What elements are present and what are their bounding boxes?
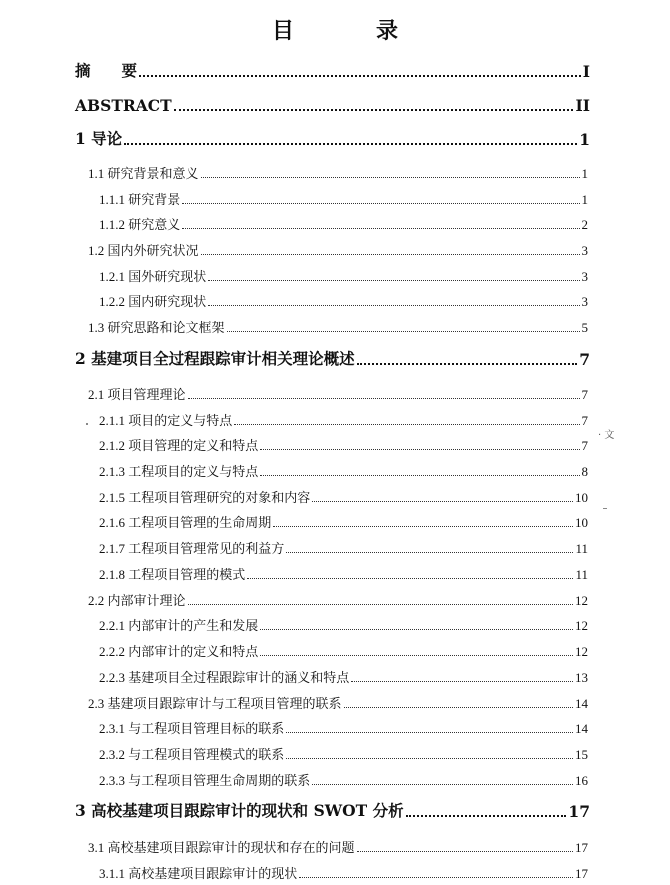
toc-entry-label: 1.2.1 国外研究现状 xyxy=(99,269,207,284)
toc-entry-label: 1 导论 xyxy=(75,129,123,148)
toc-entry-page: 10 xyxy=(575,515,588,530)
toc-entry-page: 1 xyxy=(581,192,588,207)
dot-leader xyxy=(124,143,577,145)
dot-leader xyxy=(344,707,573,708)
toc-entry-page: 13 xyxy=(575,670,588,685)
toc-entry-page: 15 xyxy=(575,747,588,762)
dot-leader xyxy=(260,449,579,450)
scan-speck xyxy=(603,508,607,509)
toc-entry[interactable] xyxy=(99,188,588,208)
dot-leader xyxy=(260,629,573,630)
toc-entry[interactable] xyxy=(99,640,588,660)
toc-entry-label: 2.1.6 工程项目管理的生命周期 xyxy=(99,515,272,530)
toc-entry-page: 14 xyxy=(575,721,588,736)
toc-entry-page: 3 xyxy=(581,243,588,258)
dot-leader xyxy=(406,815,567,817)
toc-entry[interactable] xyxy=(99,486,588,506)
dot-leader xyxy=(286,552,573,553)
toc-entry-label: ABSTRACT xyxy=(75,96,172,115)
toc-entry-label: 2.2.2 内部审计的定义和特点 xyxy=(99,644,259,659)
toc-entry[interactable] xyxy=(88,239,588,259)
dot-leader xyxy=(208,280,579,281)
dot-leader xyxy=(188,398,580,399)
toc-entry[interactable] xyxy=(75,95,590,115)
toc-entry[interactable] xyxy=(75,61,590,81)
toc-entry-page: 7 xyxy=(581,413,588,428)
toc-entry-page: 16 xyxy=(575,773,588,788)
dot-leader xyxy=(286,732,573,733)
toc-entry[interactable] xyxy=(99,614,588,634)
scan-speck xyxy=(86,423,88,425)
toc-entry[interactable] xyxy=(99,460,588,480)
toc-entry[interactable] xyxy=(88,589,588,609)
toc-entry-page: II xyxy=(575,96,590,115)
toc-entry-label: 1.1 研究背景和意义 xyxy=(88,166,199,181)
toc-entry-page: 3 xyxy=(581,269,588,284)
toc-entry[interactable] xyxy=(99,717,588,737)
toc-entry-label: 3.1.1 高校基建项目跟踪审计的现状 xyxy=(99,866,298,881)
dot-leader xyxy=(201,177,580,178)
scan-artifact-text: · 文 xyxy=(598,430,615,441)
toc-entry-label: 2.1.1 项目的定义与特点 xyxy=(99,413,233,428)
toc-entry-page: 1 xyxy=(579,130,590,149)
dot-leader xyxy=(351,681,573,682)
toc-entry-page: 12 xyxy=(575,618,588,633)
toc-entry-page: 7 xyxy=(581,387,588,402)
dot-leader xyxy=(188,604,573,605)
toc-entry[interactable] xyxy=(99,409,588,429)
toc-entry[interactable] xyxy=(88,383,588,403)
dot-leader xyxy=(260,475,579,476)
toc-entry[interactable] xyxy=(99,537,588,557)
dot-leader xyxy=(208,305,579,306)
toc-entry-label: 1.1.2 研究意义 xyxy=(99,217,181,232)
toc-entry-page: 17 xyxy=(575,866,588,881)
toc-entry[interactable] xyxy=(88,836,588,856)
toc-entry[interactable] xyxy=(99,563,588,583)
toc-entry-page: 17 xyxy=(568,802,590,821)
toc-entry[interactable] xyxy=(99,743,588,763)
toc-entry-page: 2 xyxy=(581,217,588,232)
dot-leader xyxy=(227,331,580,332)
toc-entry-label: 3 高校基建项目跟踪审计的现状和 SWOT 分析 xyxy=(75,801,404,820)
toc-entry-label: 1.3 研究思路和论文框架 xyxy=(88,320,225,335)
toc-entry-page: 8 xyxy=(581,464,588,479)
toc-entry-label: 2.1.7 工程项目管理常见的利益方 xyxy=(99,541,285,556)
toc-entry-label: 2.2 内部审计理论 xyxy=(88,593,186,608)
toc-title: 目 录 xyxy=(271,19,428,44)
toc-entry[interactable] xyxy=(75,801,590,821)
dot-leader xyxy=(357,851,573,852)
toc-entry[interactable] xyxy=(99,511,588,531)
toc-entry-page: 7 xyxy=(581,438,588,453)
toc-entry-page: 12 xyxy=(575,593,588,608)
toc-entry-label: 2.2.1 内部审计的产生和发展 xyxy=(99,618,259,633)
toc-entry[interactable] xyxy=(99,213,588,233)
dot-leader xyxy=(286,758,573,759)
toc-entry[interactable] xyxy=(88,316,588,336)
dot-leader xyxy=(234,424,579,425)
toc-entry-label: 2.2.3 基建项目全过程跟踪审计的涵义和特点 xyxy=(99,670,350,685)
toc-entry[interactable] xyxy=(99,769,588,789)
toc-entry-label: 2.1.2 项目管理的定义和特点 xyxy=(99,438,259,453)
toc-entry[interactable] xyxy=(99,265,588,285)
toc-entry-label: 3.1 高校基建项目跟踪审计的现状和存在的问题 xyxy=(88,840,355,855)
toc-entry[interactable] xyxy=(88,162,588,182)
toc-entry[interactable] xyxy=(75,349,590,369)
dot-leader xyxy=(139,75,581,77)
toc-entry-label: 2.1 项目管理理论 xyxy=(88,387,186,402)
toc-entry-label: 2.1.3 工程项目的定义与特点 xyxy=(99,464,259,479)
dot-leader xyxy=(201,254,580,255)
toc-entry-label: 2.1.5 工程项目管理研究的对象和内容 xyxy=(99,490,311,505)
toc-entry-page: 11 xyxy=(575,567,588,582)
toc-entry-page: 10 xyxy=(575,490,588,505)
toc-entry-page: 11 xyxy=(575,541,588,556)
dot-leader xyxy=(247,578,573,579)
toc-entry-label: 2.3.2 与工程项目管理模式的联系 xyxy=(99,747,285,762)
toc-entry-label: 摘 要 xyxy=(75,61,138,80)
dot-leader xyxy=(312,784,573,785)
toc-entry-page: 7 xyxy=(579,350,590,369)
toc-entry[interactable] xyxy=(99,862,588,882)
dot-leader xyxy=(174,109,574,111)
toc-entry-label: 1.2 国内外研究状况 xyxy=(88,243,199,258)
dot-leader xyxy=(357,363,578,365)
dot-leader xyxy=(273,526,573,527)
toc-entry-page: 3 xyxy=(581,294,588,309)
dot-leader xyxy=(182,203,579,204)
toc-entry-page: 14 xyxy=(575,696,588,711)
toc-entry-page: 5 xyxy=(581,320,588,335)
dot-leader xyxy=(182,228,579,229)
toc-entry[interactable] xyxy=(88,692,588,712)
toc-entry[interactable] xyxy=(99,290,588,310)
dot-leader xyxy=(260,655,573,656)
dot-leader xyxy=(299,877,573,878)
toc-entry-page: 12 xyxy=(575,644,588,659)
toc-entry-label: 1.2.2 国内研究现状 xyxy=(99,294,207,309)
toc-entry-label: 2.1.8 工程项目管理的模式 xyxy=(99,567,246,582)
toc-entry[interactable] xyxy=(99,666,588,686)
toc-entry-page: 17 xyxy=(575,840,588,855)
toc-entry-label: 1.1.1 研究背景 xyxy=(99,192,181,207)
toc-entry-label: 2.3.3 与工程项目管理生命周期的联系 xyxy=(99,773,311,788)
toc-entry-label: 2.3.1 与工程项目管理目标的联系 xyxy=(99,721,285,736)
toc-entry-label: 2.3 基建项目跟踪审计与工程项目管理的联系 xyxy=(88,696,342,711)
toc-entry[interactable] xyxy=(75,129,590,149)
toc-entry-label: 2 基建项目全过程跟踪审计相关理论概述 xyxy=(75,349,355,368)
toc-entry-page: 1 xyxy=(581,166,588,181)
toc-entry[interactable] xyxy=(99,434,588,454)
toc-entry-page: I xyxy=(582,62,590,81)
dot-leader xyxy=(312,501,573,502)
